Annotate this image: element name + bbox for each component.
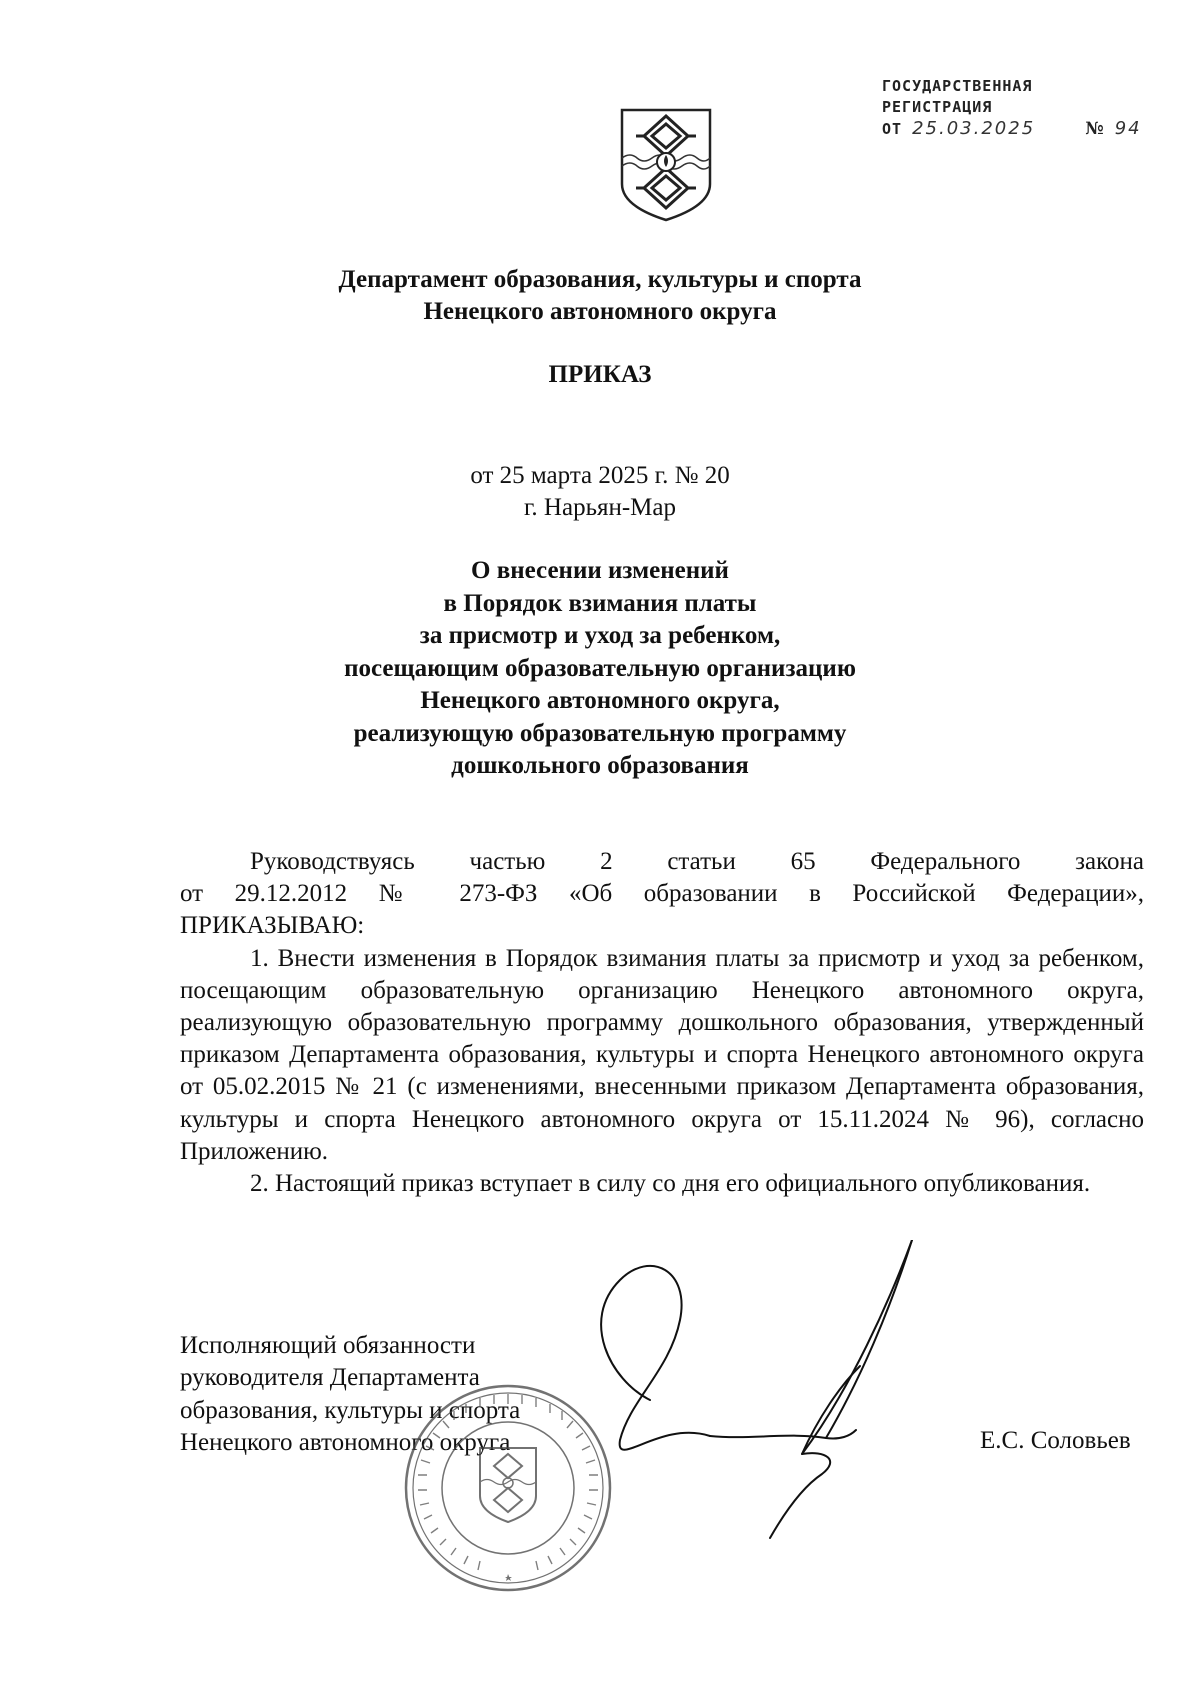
registration-line2: РЕГИСТРАЦИЯ — [882, 98, 993, 116]
order-item-2: 2. Настоящий приказ вступает в силу со дня его официального опубликования. — [250, 1170, 1091, 1198]
registration-date-prefix: ОТ — [882, 120, 903, 138]
document-city: г. Нарьян-Мар — [523, 494, 676, 521]
signer-name: Е.С. Соловьев — [980, 1427, 1131, 1454]
subject-line: Ненецкого автономного округа, — [420, 687, 780, 714]
registration-date-line — [882, 118, 1142, 140]
registration-number: 94 — [1114, 118, 1142, 139]
signer-position-line1: Исполняющий обязанности — [180, 1332, 476, 1359]
preamble-line2: от 29.12.2012 № 273-ФЗ «Об образовании в Российской Федерации», — [180, 880, 1144, 908]
preamble-line1: Руководствуясь частью 2 статьи 65 Федерального закона — [250, 848, 1144, 875]
signer-position-line4: Ненецкого автономного округа — [180, 1429, 511, 1457]
signer-position-line3: образования, культуры и спорта — [180, 1396, 521, 1424]
handwritten-signature-icon — [590, 1240, 920, 1540]
department-line1: Департамент образования, культуры и спорта — [338, 266, 862, 293]
subject-line: в Порядок взимания платы — [443, 589, 757, 617]
document-dateline — [150, 460, 1050, 524]
subject-line: дошкольного образования — [451, 752, 749, 779]
official-seal-icon — [402, 1382, 614, 1594]
coat-of-arms-icon — [618, 106, 714, 224]
order-item-1: 1. Внести изменения в Порядок взимания платы за присмотр и уход за ребенком, посещающим образовательную организацию Ненецкого автономного округа, реализующую образовательную программу дошкольного образования, утвержденный приказом Департамента образования, культуры и спорта Ненецкого автономного округа от 05.02.2015 № 21 (с изменениями, внесенными приказом Департамента образования, культуры и спорта Ненецкого автономного округа от 15.11.2024 № 96), согласно Приложению. — [180, 944, 1144, 1165]
order-word: ПРИКАЗЫВАЮ: — [180, 912, 365, 940]
registration-number-sign: № — [1085, 119, 1105, 139]
document-subject — [150, 555, 1050, 783]
subject-line: реализующую образовательную программу — [353, 719, 847, 747]
signer-position-line2: руководителя Департамента — [180, 1364, 480, 1392]
registration-stamp — [882, 76, 1142, 140]
registration-date: 25.03.2025 — [912, 118, 1036, 139]
department-line2: Ненецкого автономного округа — [423, 298, 777, 325]
subject-line: за присмотр и уход за ребенком, — [419, 622, 781, 649]
document-date-number: от 25 марта 2025 г. № 20 — [470, 462, 730, 489]
department-name — [150, 264, 1050, 328]
subject-line: посещающим образовательную организацию — [344, 654, 856, 682]
document-type: ПРИКАЗ — [548, 361, 652, 388]
document-body — [180, 846, 1144, 1200]
registration-line1: ГОСУДАРСТВЕННАЯ — [882, 77, 1033, 95]
subject-line: О внесении изменений — [471, 557, 729, 584]
